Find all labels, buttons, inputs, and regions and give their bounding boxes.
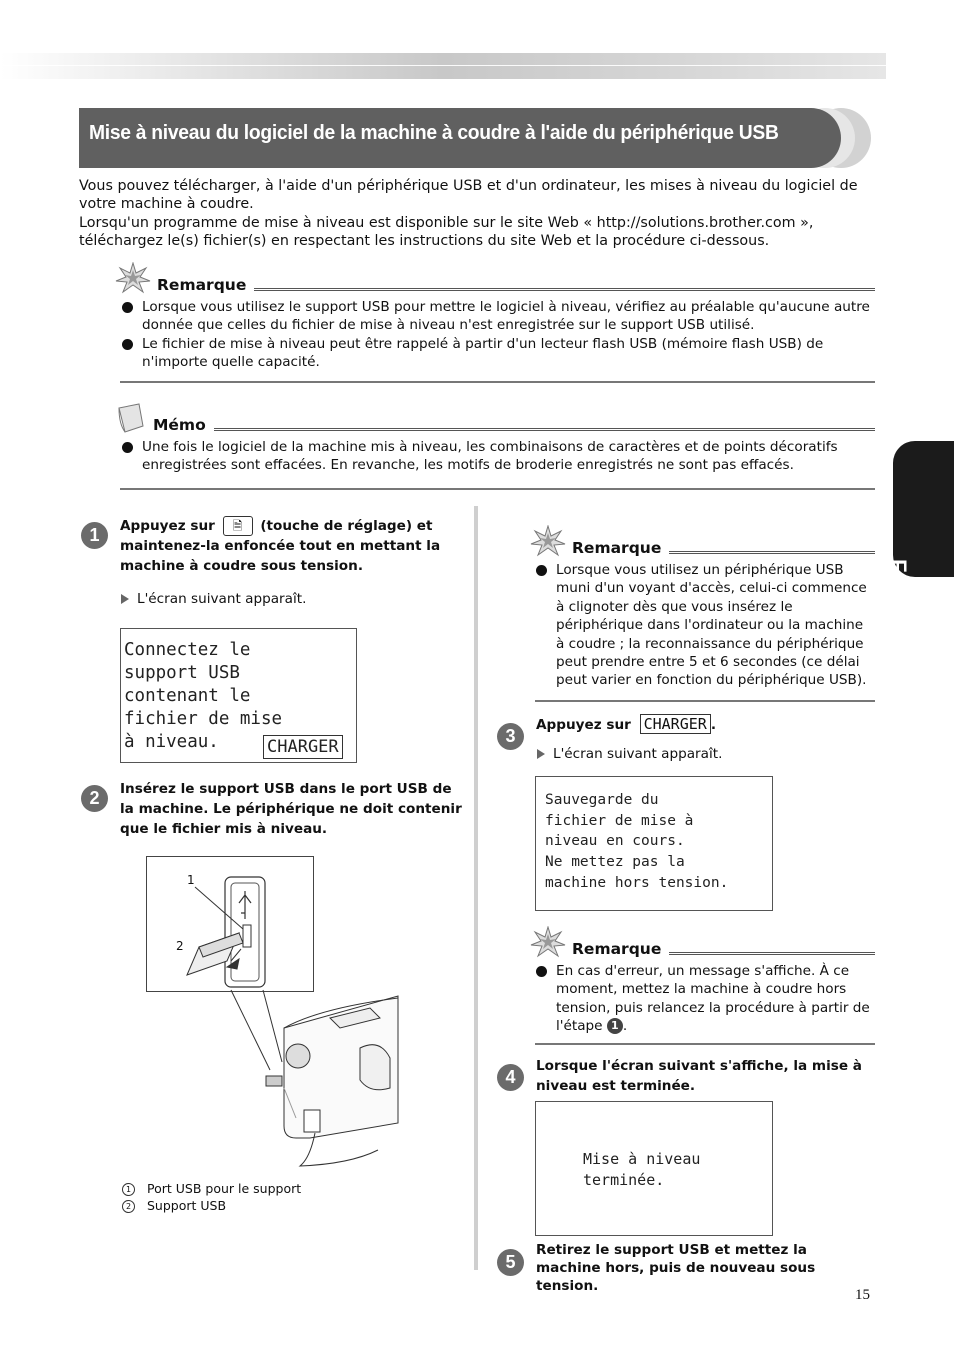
step-number-1: 1 xyxy=(81,522,108,549)
intro-text xyxy=(79,177,879,250)
usb-port-closeup xyxy=(146,856,314,992)
remarque-item: Lorsque vous utilisez le support USB pour mettre le logiciel à niveau, vérifiez au préalable qu'aucune autre donnée que celles du fichier de mise à niveau n'est enregistrée sur le support USB utilisé. xyxy=(122,298,875,335)
page-title: Mise à niveau du logiciel de la machine à coudre à l'aide du périphérique USB xyxy=(89,121,779,144)
language-tab xyxy=(886,441,954,650)
remarque-star-icon xyxy=(530,926,566,958)
remarque-label: Remarque xyxy=(157,276,247,294)
divider xyxy=(120,381,875,383)
figure-legend xyxy=(122,1180,301,1214)
remarque-star-icon xyxy=(530,525,566,557)
intro-paragraph-1: Vous pouvez télécharger, à l'aide d'un périphérique USB et d'un ordinateur, les mises à niveau du logiciel de votre machine à coudre. xyxy=(79,178,858,213)
lcd-screen-saving xyxy=(535,776,773,911)
memo-label: Mémo xyxy=(153,416,206,434)
memo-note-icon xyxy=(115,402,147,434)
arrow-icon xyxy=(121,594,129,604)
remarque-label: Remarque xyxy=(572,539,662,557)
usb-port-illustration xyxy=(147,857,313,991)
settings-key-icon: 🗎 xyxy=(223,516,253,536)
lcd-screen-done xyxy=(535,1101,773,1236)
step-number-5: 5 xyxy=(497,1249,524,1276)
intro-paragraph-2: Lorsqu'un programme de mise à niveau est disponible sur le site Web « http://solutions.brother.com », téléchargez le(s) fichier(s) en respectant les instructions du site Web et la procédure ci-dessous. xyxy=(79,214,814,249)
memo-item: Une fois le logiciel de la machine mis à niveau, les combinaisons de caractères et de points décoratifs enregistrées sont effacées. En revanche, les motifs de broderie enregistrés ne sont pas effacés. xyxy=(122,438,875,475)
remarque-box-2 xyxy=(530,525,875,690)
charger-button[interactable]: CHARGER xyxy=(263,735,343,759)
step-1-instruction: Appuyez sur 🗎 (touche de réglage) et maintenez-la enfoncée tout en mettant la machine à coudre sous tension. xyxy=(120,518,441,574)
step-3-instruction: Appuyez sur CHARGER . xyxy=(536,715,716,733)
page-number: 15 xyxy=(855,1287,870,1303)
remarque-item: En cas d'erreur, un message s'affiche. À ce moment, mettez la machine à coudre hors tension, puis relancez la procédure à partir de l'étape 1 . xyxy=(536,962,875,1036)
lcd-text: Connectez le support USB contenant le fichier de mise à niveau. xyxy=(124,640,283,752)
step-4-instruction: Lorsque l'écran suivant s'affiche, la mise à niveau est terminée. xyxy=(536,1058,862,1094)
lcd-screen-connect xyxy=(120,628,357,763)
memo-box xyxy=(115,402,875,475)
divider xyxy=(535,700,875,702)
step-2-instruction: Insérez le support USB dans le port USB de la machine. Le périphérique ne doit contenir que le fichier mis à niveau. xyxy=(120,781,462,837)
remarque-box-3 xyxy=(530,926,875,1036)
lcd-text: Mise à niveau terminée. xyxy=(583,1150,701,1189)
step-3-result: L'écran suivant apparaît. xyxy=(537,746,722,762)
legend-item: 1 Port USB pour le support xyxy=(122,1180,301,1197)
remarque-item: Le fichier de mise à niveau peut être rappelé à partir d'un lecteur flash USB (mémoire flash USB) de n'importe quelle capacité. xyxy=(122,335,875,372)
column-divider xyxy=(474,506,478,1270)
charger-button-inline[interactable]: CHARGER xyxy=(640,714,711,734)
section-title-bar xyxy=(79,108,871,168)
step-number-4: 4 xyxy=(497,1064,524,1091)
remarque-star-icon xyxy=(115,262,151,294)
callout-2: 2 xyxy=(176,939,184,953)
remarque-label: Remarque xyxy=(572,940,662,958)
step-5-instruction: Retirez le support USB et mettez la machine hors, puis de nouveau sous tension. xyxy=(536,1242,816,1294)
remarque-item: Lorsque vous utilisez un périphérique USB muni d'un voyant d'accès, celui-ci commence à clignoter dès que vous insérez le périphérique dans l'ordinateur ou la machine à coudre ; la reconnaissance du périphérique peut prendre entre 5 et 6 secondes (ce délai peut varier en fonction du périphérique USB). xyxy=(536,561,875,690)
callout-1: 1 xyxy=(187,873,195,887)
step-number-3: 3 xyxy=(497,723,524,750)
legend-item: 2 Support USB xyxy=(122,1197,301,1214)
language-tab-label: Français xyxy=(886,559,911,650)
lcd-text: Sauvegarde du fichier de mise à niveau en cours. Ne mettez pas la machine hors tension. xyxy=(545,792,729,891)
remarque-box-1 xyxy=(115,262,875,372)
step-ref-icon: 1 xyxy=(607,1018,623,1034)
header-band xyxy=(0,53,886,79)
step-number-2: 2 xyxy=(81,785,108,812)
step-1-result: L'écran suivant apparaît. xyxy=(121,591,306,607)
divider xyxy=(120,488,875,490)
arrow-icon xyxy=(537,749,545,759)
divider xyxy=(535,1043,875,1045)
sewing-machine-illustration xyxy=(200,988,400,1178)
